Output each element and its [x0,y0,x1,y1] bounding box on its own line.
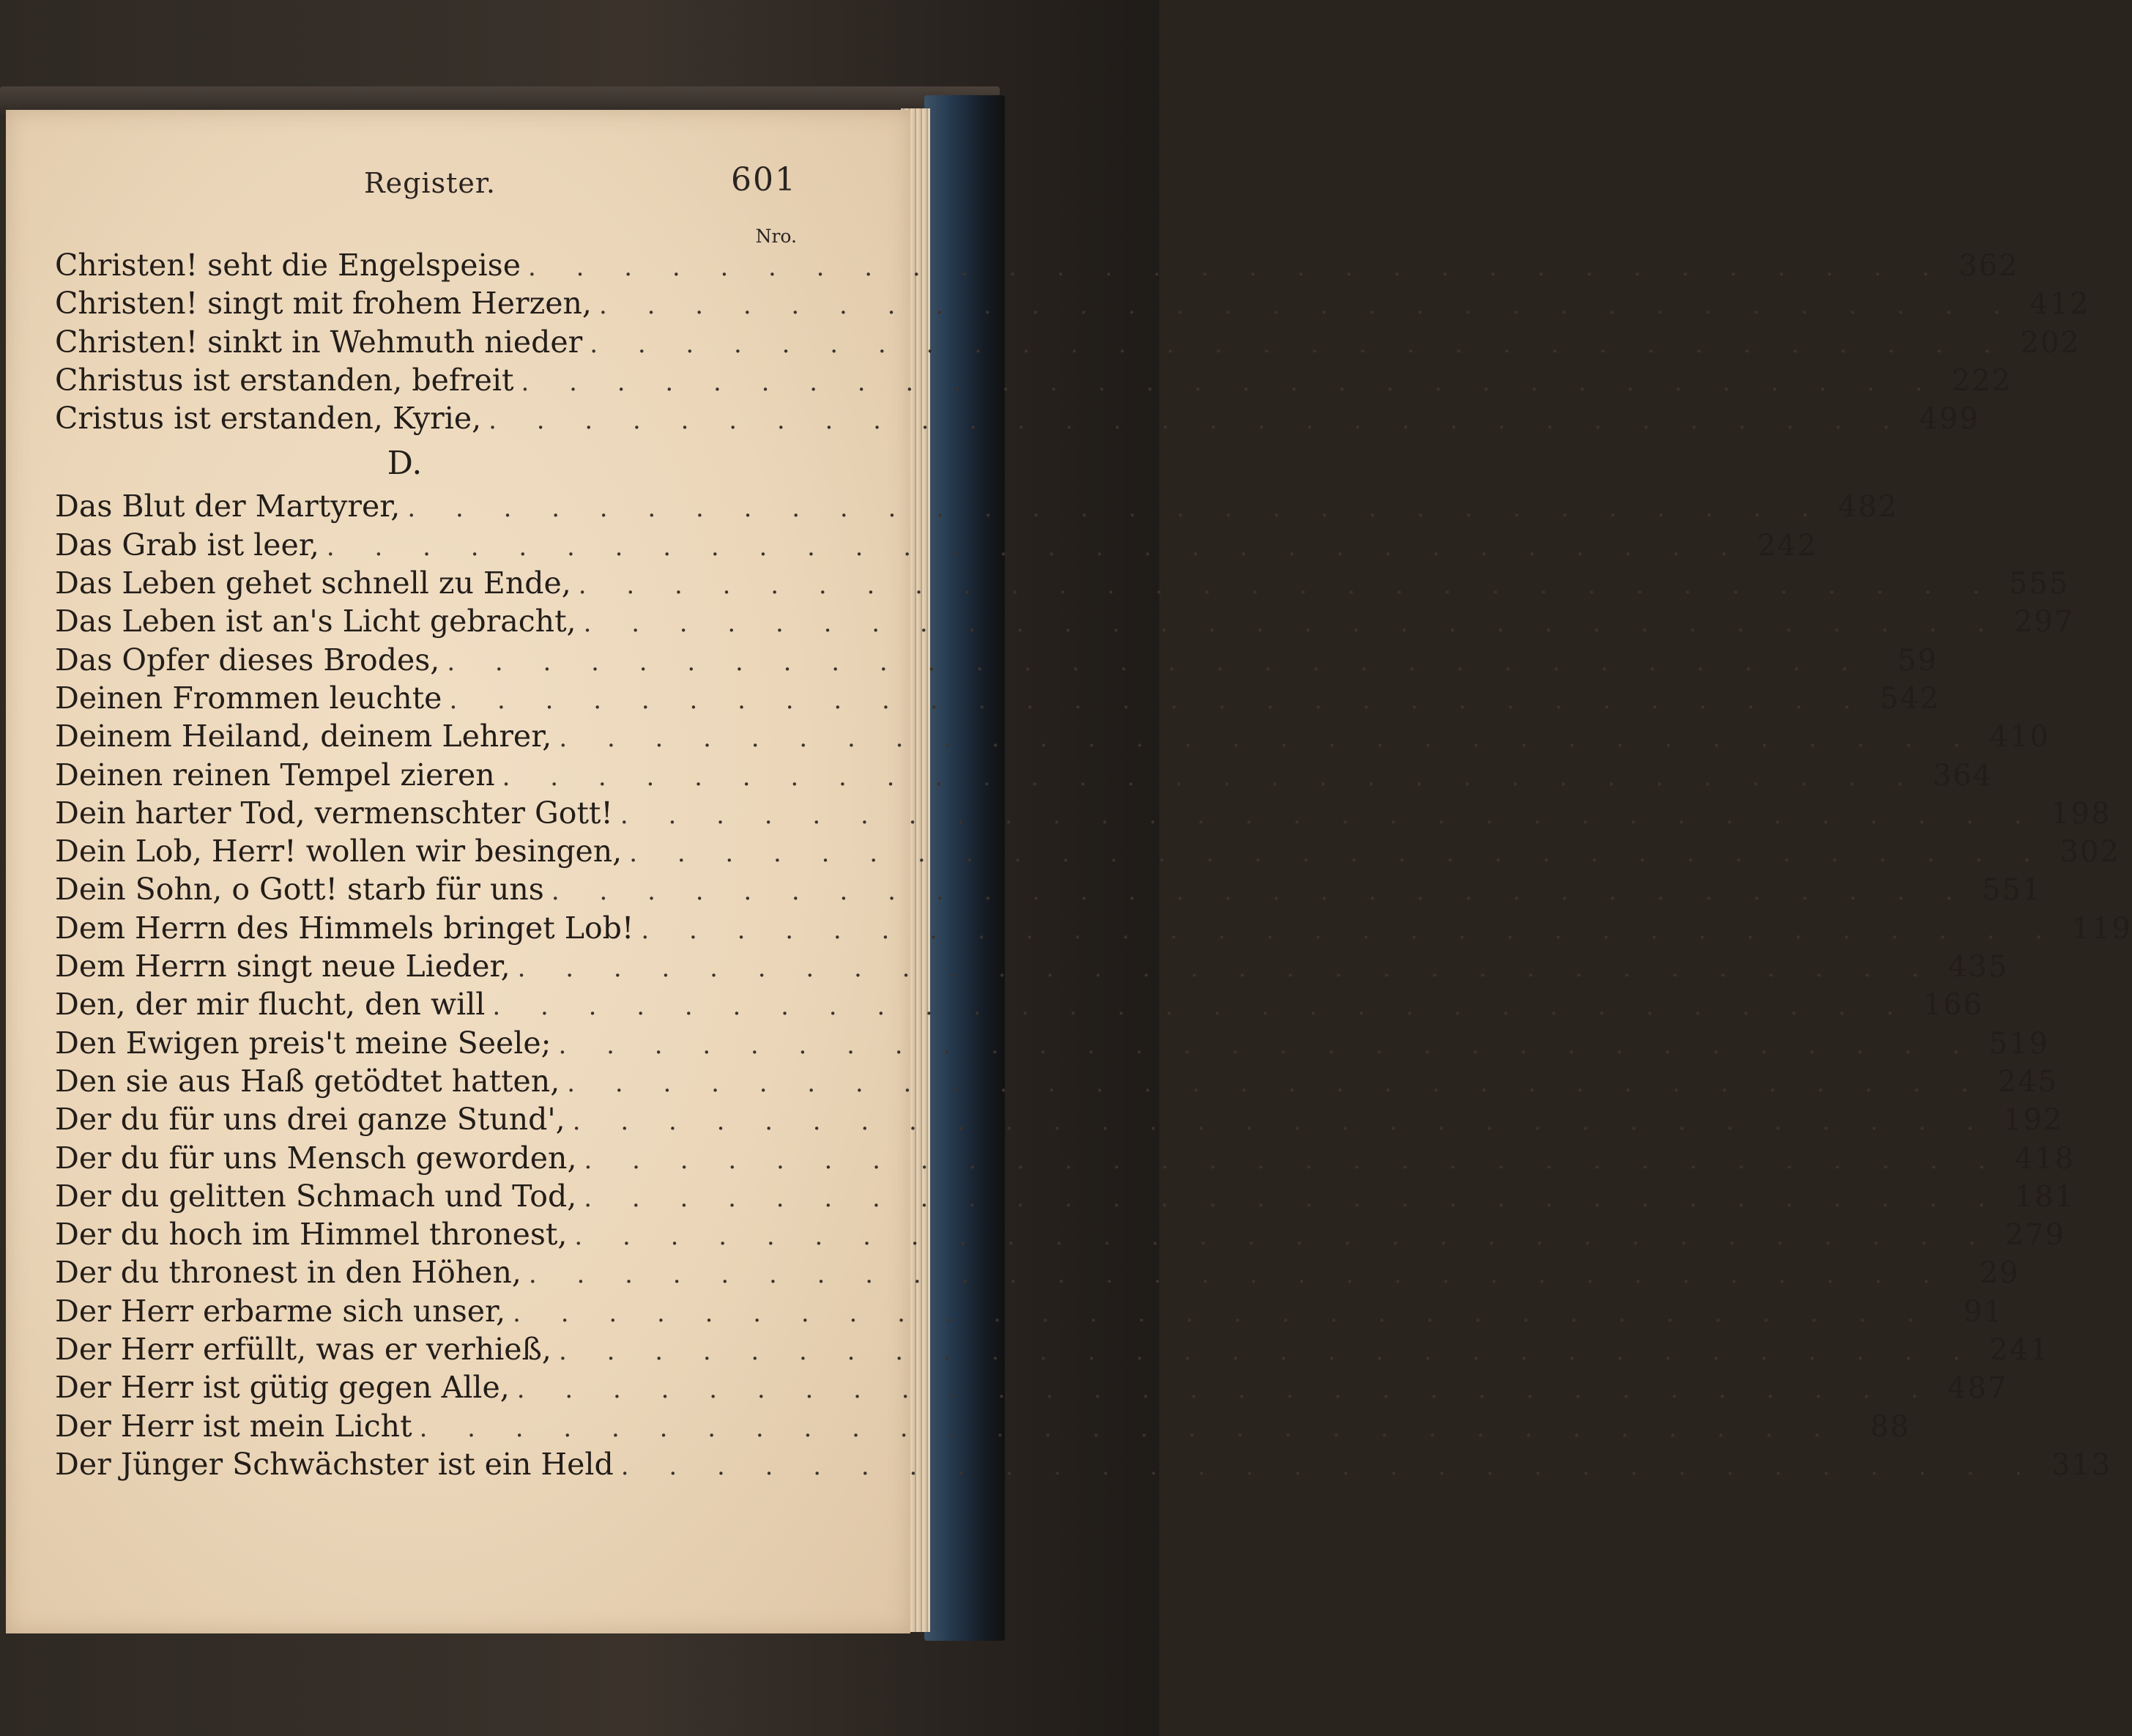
dot-leader: . . . . . . . . . . . . . . . . . . . . . . . . . . . . . . [517,954,1936,984]
register-entry [55,1255,2020,1293]
entry-title: Das Leben gehet schnell zu Ende, [55,565,571,601]
dot-leader: . . . . . . . . . . . . . . . . . . . . . . . . . . . . . . [502,762,1920,792]
dot-leader: . . . . . . . . . . . . . . . . . . . . . . . . . . . . . . [598,291,2017,321]
entry-number: 482 [1838,490,1898,524]
entry-title: Den, der mir flucht, den will [55,987,486,1023]
entry-title: Der du thronest in den Höhen, [55,1255,521,1291]
register-entry [55,1025,2050,1064]
dot-leader: . . . . . . . . . . . . . . . . . . . . . . . . . . . . . . [567,1068,1985,1098]
entry-number: 297 [2013,605,2075,639]
register-entry [55,949,2009,987]
register-entry [55,401,1980,439]
entry-number: 198 [2051,796,2111,831]
register-entry [55,248,2019,286]
entry-title: Das Opfer dieses Brodes, [55,642,440,678]
dot-leader: . . . . . . . . . . . . . . . . . . . . . . . . . . . . . . [527,253,1946,282]
register-entry [55,1140,2076,1179]
dot-leader: . . . . . . . . . . . . . . . . . . . . . . . . . . . . . . [407,494,1825,524]
register-entry [55,910,2132,949]
dot-leader: . . . . . . . . . . . . . . . . . . . . . . . . . . . . . . [584,1183,2002,1213]
dot-leader: . . . . . . . . . . . . . . . . . . . . . . . . . . . . . . [558,1030,1977,1060]
entry-title: Cristus ist erstanden, Kyrie, [55,401,482,437]
register-entry [55,642,1938,680]
entry-number: 313 [2051,1447,2112,1482]
entry-number: 119 [2071,911,2132,946]
entry-title: Der Herr ist gütig gegen Alle, [55,1370,510,1406]
dot-leader: . . . . . . . . . . . . . . . . . . . . . . . . . . . . . . [528,1260,1947,1290]
register-entry [55,872,2043,910]
register-entry [55,527,1818,565]
entry-number: 412 [2029,287,2090,322]
dot-leader: . . . . . . . . . . . . . . . . . . . . . . . . . . . . . . [641,915,2059,945]
entry-number: 487 [1947,1371,2008,1406]
register-entry [55,719,2050,757]
entry-number: 91 [1963,1294,2004,1329]
entry-title: Der du gelitten Schmach und Tod, [55,1178,577,1214]
register-entry [55,987,1984,1025]
entry-number: 279 [2005,1218,2066,1253]
register-entry [55,565,2070,604]
entry-title: Deinem Heiland, deinem Lehrer, [55,719,552,754]
entry-title: Den sie aus Haß getödtet hatten, [55,1063,560,1099]
entry-number: 192 [2003,1103,2064,1138]
entry-number: 410 [1989,720,2050,754]
entry-title: Den Ewigen preis't meine Seele; [55,1025,551,1061]
entry-number: 241 [1989,1333,2050,1368]
register-entry [55,324,2081,363]
register-entry [55,1446,2112,1485]
dot-leader: . . . . . . . . . . . . . . . . . . . . . . . . . . . . . . [620,800,2038,830]
dot-leader: . . . . . . . . . . . . . . . . . . . . . . . . . . . . . . [583,609,2002,639]
register-entry [55,1178,2075,1217]
entry-number: 364 [1932,758,1994,793]
register-entry [55,1063,2058,1102]
entry-title: Dein harter Tod, vermenschter Gott! [55,795,613,831]
entry-title: Christen! singt mit frohem Herzen, [55,286,592,322]
entry-number: 418 [2014,1141,2076,1176]
entry-number: 181 [2014,1179,2075,1214]
entry-title: Dem Herrn des Himmels bringet Lob! [55,910,634,946]
entry-title: Der du für uns Mensch geworden, [55,1140,577,1176]
register-entry [55,757,1994,795]
entry-title: Deinen Frommen leuchte [55,680,442,716]
dot-leader: . . . . . . . . . . . . . . . . . . . . . . . . . . . . . . [449,685,1868,715]
dot-leader: . . . . . . . . . . . . . . . . . . . . . . . . . . . . . . [489,406,1906,436]
dot-leader: . . . . . . . . . . . . . . . . . . . . . . . . . . . . . . [584,1145,2002,1175]
entry-title: Deinen reinen Tempel zieren [55,757,495,793]
entry-title: Das Blut der Martyrer, [55,489,401,524]
register-entry [55,489,1898,527]
register-entries [55,248,2132,1485]
entry-number: 499 [1919,402,1980,437]
dot-leader: . . . . . . . . . . . . . . . . . . . . . . . . . . . . . . [551,877,1969,907]
entry-number: 435 [1947,950,2009,984]
dot-leader: . . . . . . . . . . . . . . . . . . . . . . . . . . . . . . [516,1375,1935,1405]
entry-number: 202 [2020,325,2081,360]
entry-title: Dein Sohn, o Gott! starb für uns [55,872,544,908]
dot-leader: . . . . . . . . . . . . . . . . . . . . . . . . . . . . . . [590,329,2007,359]
dot-leader: . . . . . . . . . . . . . . . . . . . . . . . . . . . . . . [578,571,1997,601]
entry-title: Christen! seht die Engelspeise [55,248,521,283]
entry-title: Dein Lob, Herr! wollen wir besingen, [55,834,623,869]
register-entry [55,680,1941,719]
entry-number: 551 [1982,873,2043,908]
number-column-label: Nro. [755,226,797,247]
page-number: 601 [731,161,797,199]
register-entry [55,1370,2008,1408]
entry-title: Der Herr ist mein Licht [55,1408,412,1444]
register-entry [55,1293,2004,1332]
entry-title: Der Herr erfüllt, was er verhieß, [55,1332,551,1368]
dot-leader: . . . . . . . . . . . . . . . . . . . . . . . . . . . . . . [559,724,1977,754]
register-entry [55,834,2120,872]
entry-number: 245 [1997,1064,2058,1099]
dot-leader: . . . . . . . . . . . . . . . . . . . . . . . . . . . . . . [620,1451,2039,1481]
entry-number: 166 [1923,988,1984,1023]
register-entry [55,604,2075,642]
entry-title: Christus ist erstanden, befreit [55,362,514,398]
entry-title: Dem Herrn singt neue Lieder, [55,949,510,984]
dot-leader: . . . . . . . . . . . . . . . . . . . . . . . . . . . . . . [447,647,1865,677]
entry-number: 88 [1870,1409,1911,1444]
entry-title: Christen! sinkt in Wehmuth nieder [55,324,583,360]
entry-number: 302 [2059,835,2120,869]
entry-title: Der du hoch im Himmel thronest, [55,1217,568,1253]
dot-leader: . . . . . . . . . . . . . . . . . . . . . . . . . . . . . . [558,1337,1977,1367]
dot-leader: . . . . . . . . . . . . . . . . . . . . . . . . . . . . . . [326,532,1745,562]
entry-number: 542 [1879,681,1941,716]
dot-leader: . . . . . . . . . . . . . . . . . . . . . . . . . . . . . . [629,839,2047,869]
register-entry [55,1408,1911,1447]
entry-number: 59 [1898,643,1938,678]
section-letter-heading: D. [387,445,423,483]
dot-leader: . . . . . . . . . . . . . . . . . . . . . . . . . . . . . . [521,367,1939,397]
register-entry [55,286,2090,324]
register-entry [55,795,2111,834]
register-entry [55,1217,2066,1255]
entry-number: 555 [2009,567,2070,601]
register-entry [55,1102,2064,1140]
entry-number: 519 [1988,1026,2050,1061]
entry-number: 222 [1951,363,2013,398]
dot-leader: . . . . . . . . . . . . . . . . . . . . . . . . . . . . . . [574,1222,1993,1252]
dot-leader: . . . . . . . . . . . . . . . . . . . . . . . . . . . . . . [572,1107,1991,1137]
dot-leader: . . . . . . . . . . . . . . . . . . . . . . . . . . . . . . [492,992,1911,1022]
entry-number: 362 [1958,249,2019,283]
dot-leader: . . . . . . . . . . . . . . . . . . . . . . . . . . . . . . [513,1298,1931,1328]
register-entry [55,362,2013,401]
dot-leader: . . . . . . . . . . . . . . . . . . . . . . . . . . . . . . [419,1413,1838,1443]
entry-number: 242 [1757,528,1818,563]
entry-title: Das Leben ist an's Licht gebracht, [55,604,576,639]
running-title: Register. [364,167,496,199]
entry-number: 29 [1979,1256,2020,1291]
register-entry [55,1332,2050,1370]
entry-title: Der du für uns drei ganze Stund', [55,1102,565,1138]
entry-title: Der Herr erbarme sich unser, [55,1293,506,1329]
entry-title: Das Grab ist leer, [55,527,319,563]
entry-title: Der Jünger Schwächster ist ein Held [55,1446,614,1482]
